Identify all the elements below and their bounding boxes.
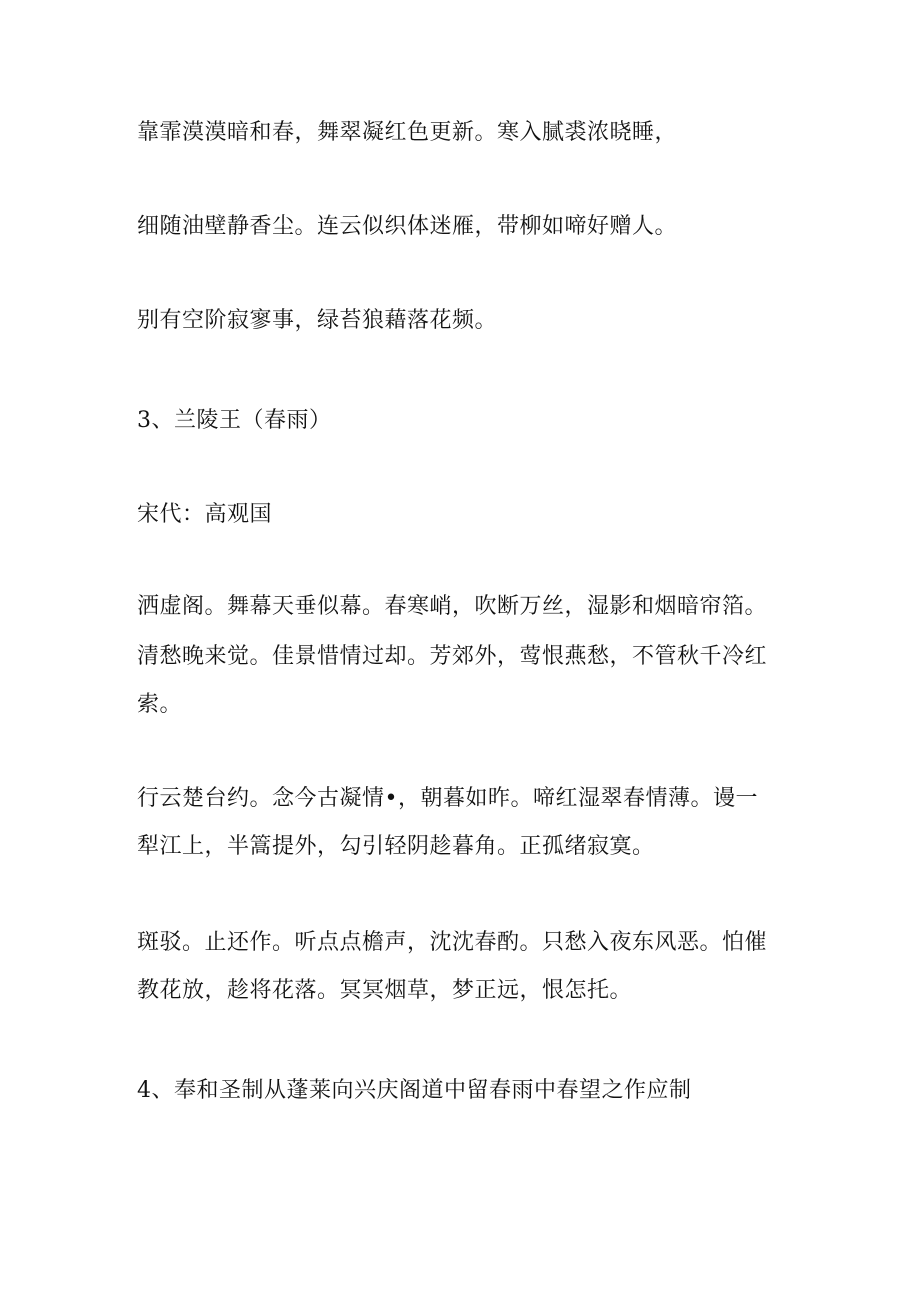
section-heading-4: 4、奉和圣制从蓬莱向兴庆阁道中留春雨中春望之作应制 (137, 1078, 692, 1103)
lyric-line-3: 索。 (137, 692, 183, 717)
lyric-line-6: 斑驳。止还作。听点点檐声，沈沈春酌。只愁入夜东风恶。怕催 (137, 930, 768, 955)
lyric-line-4: 行云楚台约。念今古凝情•，朝暮如昨。啼红湿翠春情薄。谩一 (137, 786, 758, 811)
section-heading-3: 3、兰陵王（春雨） (137, 408, 332, 433)
lyric-line-7: 教花放，趁将花落。冥冥烟草，梦正远，恨怎托。 (137, 978, 633, 1003)
poem-line-2: 细随油壁静香尘。连云似织体迷雁，带柳如啼好赠人。 (137, 214, 678, 239)
author-line: 宋代：高观国 (137, 502, 273, 527)
lyric-line-5: 犁江上，半篙提外，勾引轻阴趁暮角。正孤绪寂寞。 (137, 834, 655, 859)
lyric-line-2: 清愁晚来觉。佳景惜情过却。芳郊外，莺恨燕愁，不管秋千冷红 (137, 644, 768, 669)
lyric-line-1: 洒虚阁。舞幕天垂似幕。春寒峭，吹断万丝，湿影和烟暗帘箔。 (137, 594, 768, 619)
poem-line-1: 靠霏漠漠暗和春，舞翠凝红色更新。寒入腻裘浓晓睡， (137, 120, 678, 145)
poem-line-3: 别有空阶寂寥事，绿苔狼藉落花频。 (137, 308, 498, 333)
